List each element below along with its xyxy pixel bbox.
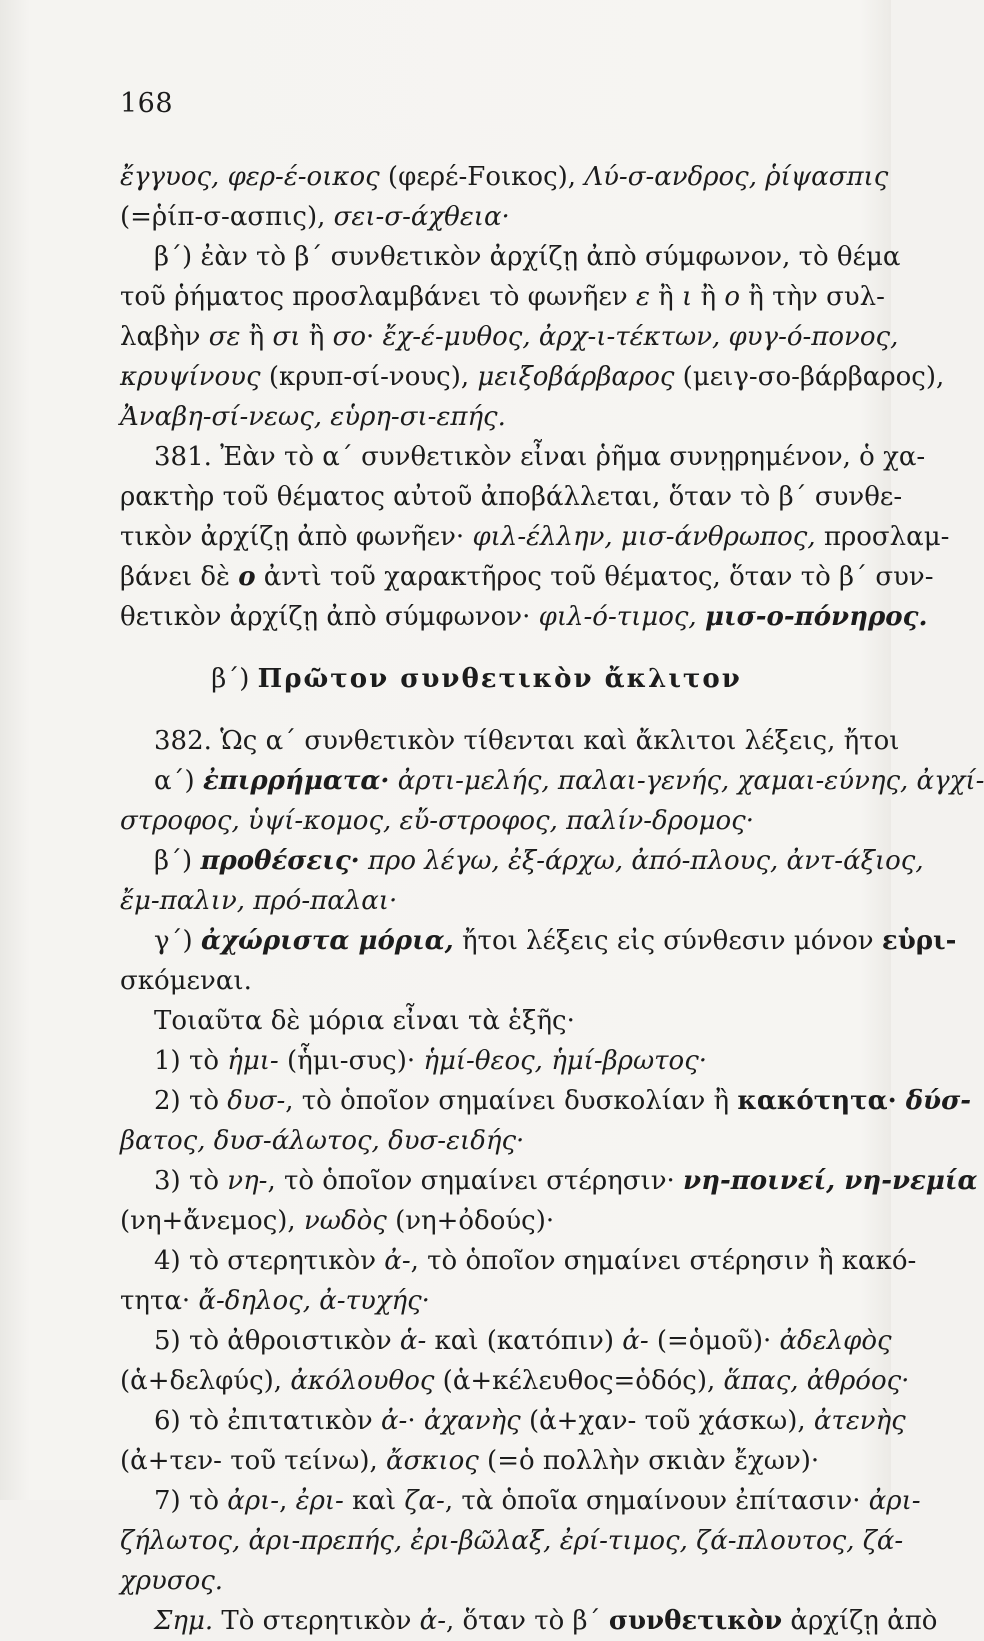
- text-segment: ἀδελφὸς: [779, 1326, 892, 1356]
- text-segment: ·: [366, 322, 383, 352]
- text-segment: ἀχώριστα μόρια,: [200, 926, 454, 956]
- page-number: 168: [120, 88, 174, 119]
- text-line: [120, 597, 928, 637]
- text-segment: ἀ-: [622, 1326, 649, 1356]
- text-line: [120, 1361, 910, 1401]
- text-segment: νωδὸς: [303, 1206, 387, 1236]
- text-segment: [360, 846, 368, 876]
- text-segment: λαβὴν: [120, 322, 209, 352]
- text-segment: , τὸ ὁποῖον σημαίνει στέρησιν ἢ κακό-: [410, 1246, 917, 1276]
- text-segment: ἔμ-παλιν, πρό-παλαι·: [120, 886, 398, 916]
- text-segment: σι: [272, 322, 301, 352]
- text-segment: (=ῥίπ-σ-ασπις),: [120, 202, 334, 232]
- text-segment: ἡμί-θεος, ἡμί-βρωτος·: [423, 1046, 708, 1076]
- text-segment: 5) τὸ ἀθροιστικὸν: [154, 1326, 400, 1356]
- text-segment: ἡμι-: [227, 1046, 279, 1076]
- text-segment: (ἀ+χαν- τοῦ χάσκω),: [520, 1406, 814, 1436]
- text-segment: γ΄): [154, 926, 201, 956]
- text-line: [120, 317, 899, 357]
- text-segment: μισ-ο-πόνηρος.: [704, 602, 928, 632]
- text-segment: τητα·: [120, 1286, 199, 1316]
- text-segment: (νη+ὀδούς)·: [386, 1206, 555, 1236]
- text-line: [120, 841, 924, 881]
- text-segment: 382. Ὡς α΄ συνθετικὸν τίθενται καὶ ἄκλιτοι λέξεις, ἤτοι: [154, 726, 900, 756]
- text-segment: ζήλωτος, ἀρι-πρεπής, ἐρι-βῶλαξ, ἐρί-τιμος, ζά-πλουτος, ζά-: [120, 1526, 904, 1556]
- text-line: [120, 277, 885, 317]
- text-segment: ρακτὴρ τοῦ θέματος αὐτοῦ ἀποβάλλεται, ὅταν τὸ β΄ συνθε-: [120, 482, 903, 512]
- section-heading: [120, 659, 833, 699]
- text-segment: προσλαμ-: [815, 522, 950, 552]
- text-segment: φερ-έ-οικος: [227, 162, 380, 192]
- text-segment: συνθετικὸν: [608, 1606, 783, 1636]
- text-segment: βάνει δὲ: [120, 562, 239, 592]
- text-segment: , ὅταν τὸ β΄: [446, 1606, 609, 1636]
- text-segment: ἀχανὴς: [423, 1406, 521, 1436]
- text-segment: ἀ-: [380, 1406, 408, 1436]
- text-block-before-heading: [120, 157, 950, 637]
- text-segment: ἢ τὴν συλ-: [739, 282, 885, 312]
- text-segment: καὶ (κατόπιν): [426, 1326, 623, 1356]
- text-segment: ο: [238, 562, 256, 592]
- text-line: [120, 1561, 833, 1601]
- text-segment: ε: [635, 282, 650, 312]
- text-segment: κρυψίνους: [120, 362, 261, 392]
- section-heading-marker: β΄): [211, 664, 250, 694]
- text-segment: (ἧμι-συς)·: [278, 1046, 424, 1076]
- text-segment: μειξοβάρβαρος: [477, 362, 675, 392]
- text-segment: 1) τὸ: [154, 1046, 228, 1076]
- text-segment: ἀρι-: [868, 1486, 921, 1516]
- text-segment: 4) τὸ στερητικὸν: [154, 1246, 385, 1276]
- text-segment: ἀντὶ τοῦ χαρακτῆρος τοῦ θέματος, ὅταν τὸ β΄ συν-: [255, 562, 934, 592]
- text-line: [120, 437, 926, 477]
- text-line: [120, 1281, 833, 1321]
- text-segment: (=ὁμοῦ)·: [648, 1326, 780, 1356]
- text-segment: προ λέγω, ἐξ-άρχω, ἀπό-πλους, ἀντ-άξιος,: [367, 846, 924, 876]
- text-line: [120, 157, 889, 197]
- text-line: [120, 197, 833, 237]
- text-line: [120, 1601, 938, 1641]
- text-segment: νη-: [227, 1166, 268, 1196]
- text-segment: (ἀ+τεν- τοῦ τείνω),: [120, 1446, 387, 1476]
- text-segment: δυσ-: [227, 1086, 286, 1116]
- text-segment: ἐπιρρήματα·: [202, 766, 390, 796]
- text-line: [120, 1041, 833, 1081]
- text-segment: ἄσκιος: [386, 1446, 479, 1476]
- text-line: [120, 1441, 833, 1481]
- text-segment: φιλ-έλλην, μισ-άνθρωπος,: [472, 522, 816, 552]
- text-line: [120, 961, 833, 1001]
- text-segment: ἁ-: [399, 1326, 427, 1356]
- text-segment: 7) τὸ: [154, 1486, 228, 1516]
- text-line: [120, 761, 984, 801]
- text-segment: ἢ: [692, 282, 725, 312]
- text-segment: (φερέ-Fοικος),: [379, 162, 585, 192]
- text-segment: ἀρι-: [227, 1486, 280, 1516]
- text-segment: βατος, δυσ-άλωτος, δυσ-ειδής·: [120, 1126, 525, 1156]
- text-segment: ἀτενὴς: [813, 1406, 906, 1436]
- text-line: [120, 237, 901, 277]
- text-segment: ἔχ-έ-μυθος, ἀρχ-ι-τέκτων, φυγ-ό-πονος,: [382, 322, 899, 352]
- text-segment: β΄) ἐὰν τὸ β΄ συνθετικὸν ἀρχίζῃ ἀπὸ σύμφωνον, τὸ θέμα: [154, 242, 901, 272]
- text-segment: κακότητα·: [737, 1086, 906, 1116]
- text-segment: ἀκόλουθος: [290, 1366, 435, 1396]
- text-segment: ἀ-: [419, 1606, 447, 1636]
- text-segment: 3) τὸ: [154, 1166, 228, 1196]
- text-line: [120, 1241, 917, 1281]
- text-line: [120, 1161, 978, 1201]
- text-segment: καὶ: [343, 1486, 405, 1516]
- text-segment: ῥίψασπις: [765, 162, 889, 192]
- text-line: [120, 881, 833, 921]
- text-segment: ἀρχίζῃ ἀπὸ: [782, 1606, 938, 1636]
- text-segment: (νη+ἄνεμος),: [120, 1206, 304, 1236]
- text-line: [120, 477, 903, 517]
- text-line: [120, 357, 945, 397]
- text-segment: ι: [682, 282, 693, 312]
- text-segment: 6) τὸ ἐπιτατικὸν: [154, 1406, 381, 1436]
- text-line: [120, 1521, 904, 1561]
- text-line: [120, 1321, 892, 1361]
- text-line: [120, 1081, 972, 1121]
- text-segment: , τὸ ὁποῖον σημαίνει στέρησιν·: [267, 1166, 684, 1196]
- text-segment: ἢ: [240, 322, 273, 352]
- text-segment: εὑρι-: [881, 926, 957, 956]
- text-segment: φιλ-ό-τιμος,: [538, 602, 705, 632]
- text-segment: ἀ-: [384, 1246, 411, 1276]
- text-segment: (κρυπ-σί-νους),: [260, 362, 478, 392]
- text-segment: Τὸ στερητικὸν: [213, 1606, 420, 1636]
- text-segment: ο: [724, 282, 740, 312]
- text-segment: β΄): [154, 846, 201, 876]
- section-heading-title: Πρῶτον συνθετικὸν ἄκλιτον: [257, 664, 742, 694]
- text-segment: ἢ: [649, 282, 683, 312]
- text-segment: (=ὁ πολλὴν σκιὰν ἔχων)·: [478, 1446, 820, 1476]
- text-segment: 381. Ἐὰν τὸ α΄ συνθετικὸν εἶναι ῥῆμα συνῃρημένον, ὁ χα-: [154, 442, 926, 472]
- text-segment: τικὸν ἀρχίζῃ ἀπὸ φωνῆεν·: [120, 522, 473, 552]
- text-segment: θετικὸν ἀρχίζῃ ἀπὸ σύμφωνον·: [120, 602, 539, 632]
- text-segment: προθέσεις·: [200, 846, 360, 876]
- text-line: [120, 801, 833, 841]
- text-segment: Σημ.: [154, 1606, 214, 1636]
- text-segment: (ἁ+κέλευθος=ὁδός),: [434, 1366, 724, 1396]
- text-line: [120, 557, 934, 597]
- text-segment: σο: [332, 322, 366, 352]
- text-segment: , τὰ ὁποῖα σημαίνουν ἐπίτασιν·: [444, 1486, 869, 1516]
- text-segment: σε: [208, 322, 241, 352]
- text-segment: σει-σ-άχθεια·: [333, 202, 510, 232]
- text-segment: (μειγ-σο-βάρβαρος),: [674, 362, 945, 392]
- text-segment: ἔγγυος,: [120, 162, 228, 192]
- text-line: [120, 921, 957, 961]
- text-segment: δύσ-: [905, 1086, 972, 1116]
- text-line: [120, 1481, 921, 1521]
- text-segment: στροφος, ὑψί-κομος, εὔ-στροφος, παλίν-δρομος·: [120, 806, 754, 836]
- text-segment: ἤτοι λέξεις εἰς σύνθεσιν μόνον: [453, 926, 882, 956]
- text-segment: ἢ: [300, 322, 333, 352]
- text-segment: (ἁ+δελφύς),: [120, 1366, 291, 1396]
- text-line: [120, 1001, 833, 1041]
- text-segment: Τοιαῦτα δὲ μόρια εἶναι τὰ ἑξῆς·: [154, 1006, 575, 1036]
- text-segment: ἐρι-: [295, 1486, 344, 1516]
- text-segment: Ἀναβη-σί-νεως, εὑρη-σι-επής.: [120, 402, 506, 432]
- text-block-after-heading: [120, 721, 984, 1641]
- text-line: [120, 517, 950, 557]
- text-segment: , τὸ ὁποῖον σημαίνει δυσκολίαν ἢ: [285, 1086, 738, 1116]
- text-segment: ἅπας, ἀθρόος·: [723, 1366, 910, 1396]
- text-segment: [389, 766, 397, 796]
- text-segment: ἀρτι-μελής, παλαι-γενής, χαμαι-εύνης, ἀγχί-: [397, 766, 984, 796]
- text-segment: α΄): [154, 766, 203, 796]
- text-segment: ·: [407, 1406, 424, 1436]
- text-segment: 2) τὸ: [154, 1086, 228, 1116]
- text-segment: ἄ-δηλος, ἀ-τυχής·: [198, 1286, 430, 1316]
- text-line: [120, 1401, 906, 1441]
- text-segment: Λύ-σ-ανδρος,: [584, 162, 766, 192]
- text-line: [120, 1121, 833, 1161]
- text-line: [120, 397, 833, 437]
- text-segment: ζα-: [404, 1486, 445, 1516]
- text-segment: ,: [279, 1486, 296, 1516]
- text-segment: χρυσος.: [120, 1566, 224, 1596]
- text-segment: σκόμεναι.: [120, 966, 252, 996]
- text-line: [120, 721, 900, 761]
- text-line: [120, 1201, 833, 1241]
- text-segment: τοῦ ῥήματος προσλαμβάνει τὸ φωνῆεν: [120, 282, 636, 312]
- text-segment: νη-ποινεί, νη-νεμία: [683, 1166, 978, 1196]
